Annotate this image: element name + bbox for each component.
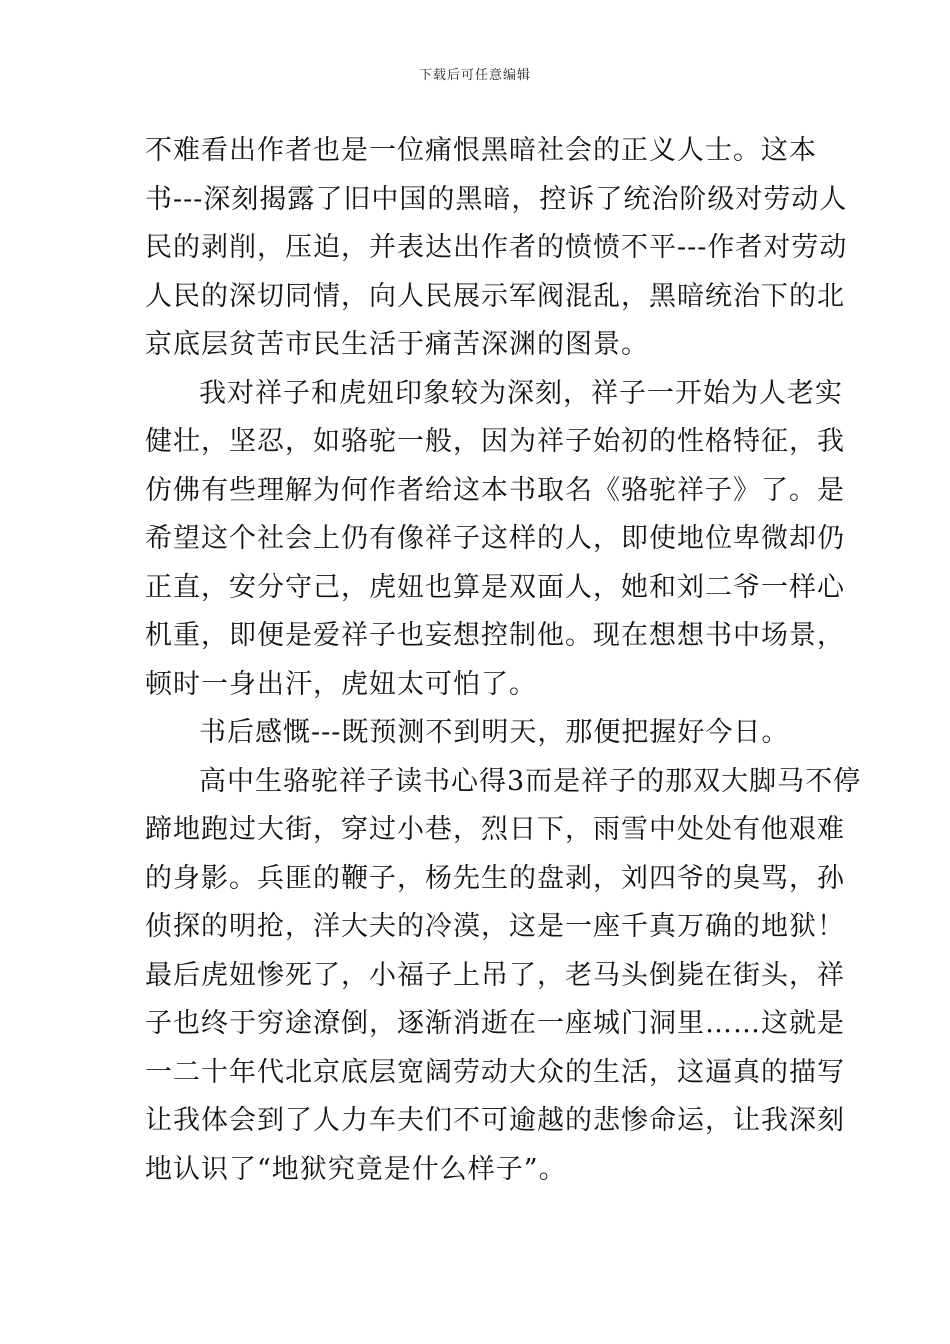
text-line: 不难看出作者也是一位痛恨黑暗社会的正义人士。这本 — [145, 135, 817, 166]
paragraph-first-line: 我对祥子和虎妞印象较为深刻，祥子一开始为人老实 — [199, 377, 843, 409]
text-line: 机重，即便是爱祥子也妄想控制他。现在想想书中场景， — [145, 620, 845, 651]
text-line: 正直，安分守己，虎妞也算是双面人，她和刘二爷一样心 — [145, 571, 845, 603]
page-header: 下载后可任意编辑 — [418, 68, 531, 83]
text-line: 京底层贫苦市民生活于痛苦深渊的图景。 — [145, 329, 649, 360]
text-line: 让我体会到了人力车夫们不可逾越的悲惨命运，让我深刻 — [145, 1105, 845, 1136]
text-line: 健壮，坚忍，如骆驼一般，因为祥子始初的性格特征，我 — [145, 426, 845, 457]
text-line: 顿时一身出汗，虎妞太可怕了。 — [145, 668, 537, 700]
text-line: 仿佛有些理解为何作者给这本书取名《骆驼祥子》了。是 — [145, 474, 845, 506]
body-text — [145, 127, 862, 1194]
paragraph-first-line: 书后感慨---既预测不到明天，那便把握好今日。 — [199, 717, 790, 748]
text-line: 的身影。兵匪的鞭子，杨先生的盘剥，刘四爷的臭骂，孙 — [145, 862, 845, 894]
text-line: 蹄地跑过大街，穿过小巷，烈日下，雨雪中处处有他艰难 — [145, 814, 845, 845]
text-line: 书---深刻揭露了旧中国的黑暗，控诉了统治阶级对劳动人 — [145, 183, 848, 215]
text-line: 民的剥削，压迫，并表达出作者的愤愤不平---作者对劳动 — [145, 232, 848, 263]
text-line: 侦探的明抢，洋大夫的冷漠，这是一座千真万确的地狱！ — [145, 911, 845, 942]
text-line: 最后虎妞惨死了，小福子上吊了，老马头倒毙在街头，祥 — [145, 959, 845, 991]
text-line: 人民的深切同情，向人民展示军阀混乱，黑暗统治下的北 — [145, 280, 845, 312]
text-line: 地认识了“地狱究竟是什么样子”。 — [145, 1153, 567, 1185]
paragraph-first-line: 高中生骆驼祥子读书心得3而是祥子的那双大脚马不停 — [199, 765, 862, 797]
text-line: 一二十年代北京底层宽阔劳动大众的生活，这逼真的描写 — [145, 1056, 845, 1088]
text-line: 希望这个社会上仍有像祥子这样的人，即使地位卑微却仍 — [145, 523, 845, 554]
text-line: 子也终于穷途潦倒，逐渐消逝在一座城门洞里……这就是 — [145, 1008, 845, 1039]
